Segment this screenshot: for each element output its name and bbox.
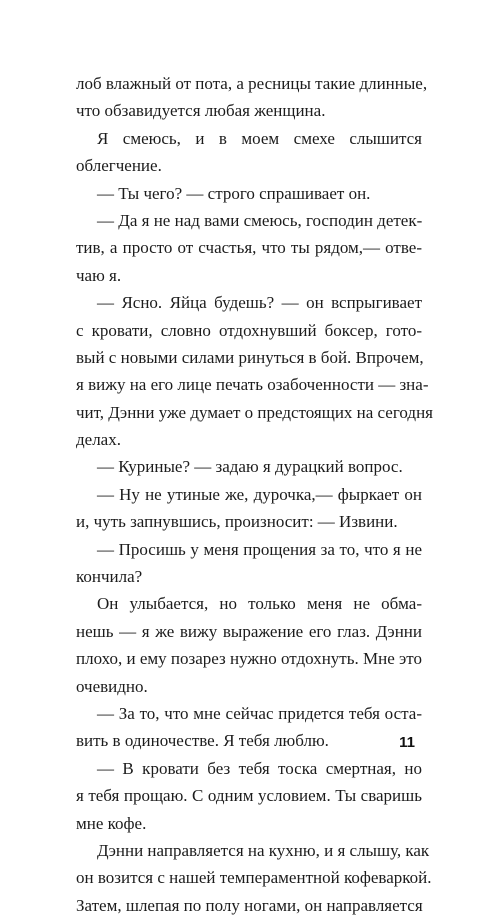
text-line: мне кофе. [76, 813, 147, 833]
text-line: очевидно. [76, 676, 148, 696]
text-line: вить в одиночестве. Я тебя люблю. [76, 731, 329, 751]
body-text [76, 70, 433, 919]
text-line: делах. [76, 430, 121, 450]
text-line: — Просишь у меня прощения за то, что я не [97, 539, 422, 559]
text-line: Дэнни направляется на кухню, и я слышу, как [97, 840, 430, 860]
text-line: — Ясно. Яйца будешь? — он вспрыгивает [97, 293, 422, 313]
text-line: он возится с нашей темпераментной кофеваркой. [76, 868, 432, 888]
text-line: — Да я не над вами смеюсь, господин детек- [97, 210, 423, 230]
text-line: — За то, что мне сейчас придется тебя оста- [97, 703, 422, 723]
text-line: — В кровати без тебя тоска смертная, но [97, 758, 422, 778]
text-line: я вижу на его лице печать озабоченности — зна- [76, 375, 429, 395]
text-line: чаю я. [76, 265, 122, 285]
text-line: тив, а просто от счастья, что ты рядом,— отве- [76, 238, 422, 258]
text-line: чит, Дэнни уже думает о предстоящих на сегодня [76, 402, 433, 422]
text-line: — Куриные? — задаю я дурацкий вопрос. [97, 457, 403, 477]
text-line: Затем, шлепая по полу ногами, он направляется [76, 895, 423, 915]
text-line: плохо, и ему позарез нужно отдохнуть. Мне это [76, 649, 422, 669]
text-line: лоб влажный от пота, а ресницы такие длинные, [76, 74, 428, 93]
page-number: 11 [399, 734, 415, 751]
text-line: и, чуть запнувшись, произносит: — Извини. [76, 512, 398, 532]
text-line: нешь — я же вижу выражение его глаз. Дэнни [76, 621, 422, 641]
text-line: облегчение. [76, 156, 162, 176]
text-line: вый с новыми силами ринуться в бой. Впрочем, [76, 347, 424, 367]
text-line: кончила? [76, 567, 143, 587]
text-line: Он улыбается, но только меня не обма- [97, 594, 422, 614]
text-line: что обзавидуется любая женщина. [76, 101, 326, 121]
text-line: Я смеюсь, и в моем смехе слышится [97, 128, 422, 148]
text-line: я тебя прощаю. С одним условием. Ты сваришь [76, 786, 422, 806]
text-line: с кровати, словно отдохнувший боксер, гото- [76, 320, 422, 340]
text-line: — Ну не утиные же, дурочка,— фыркает он [97, 484, 422, 504]
text-line: — Ты чего? — строго спрашивает он. [97, 183, 371, 203]
